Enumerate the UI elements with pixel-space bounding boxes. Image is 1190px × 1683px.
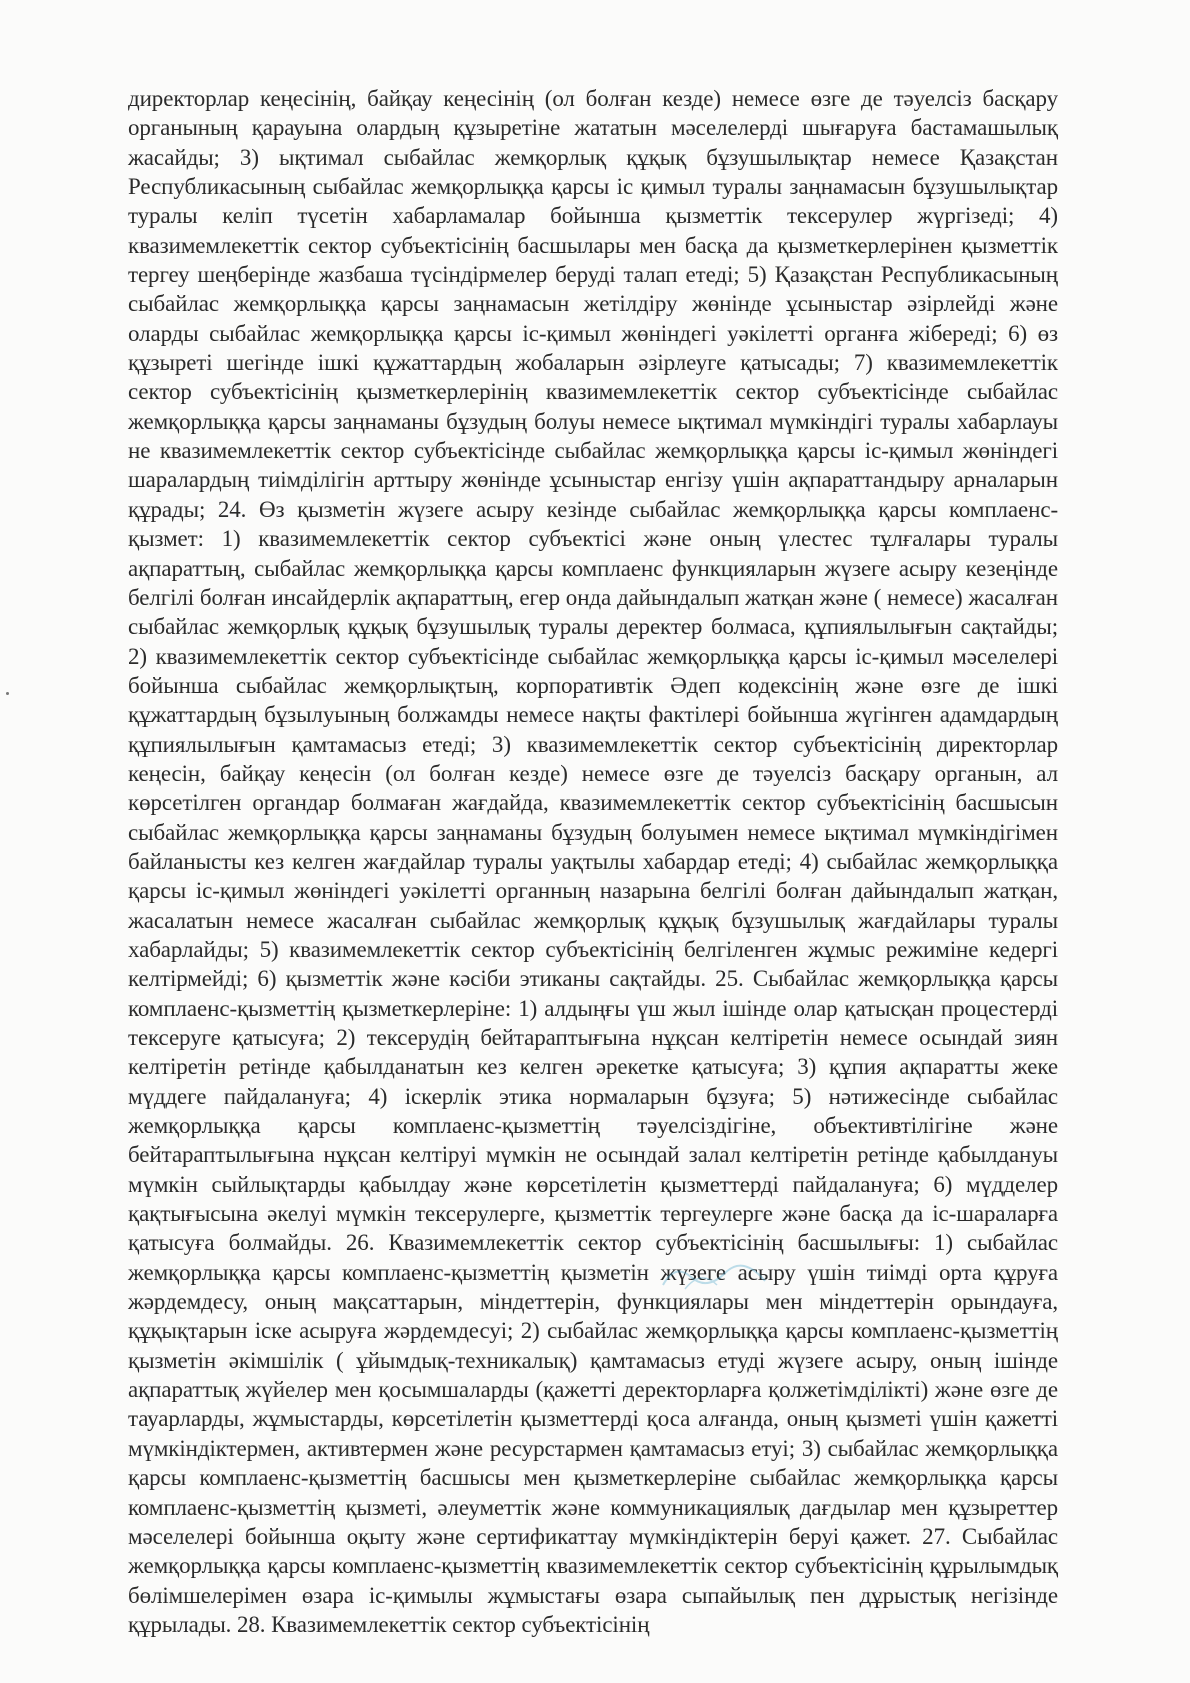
document-body — [128, 84, 1058, 1639]
body-paragraph: директорлар кеңесінің, байқау кеңесінің (ол болған кезде) немесе өзге де тәуелсіз басқару органының қарауына олардың құзыретіне жататын мәселелерді шығаруға бастамашылық жасайды; 3) ықтимал сыбайлас жемқорлық құқық бұзушылықтар немесе Қазақстан Республикасының сыбайлас жемқорлыққа қарсы іс қимыл туралы заңнамасын бұзушылықтар туралы келіп түсетін хабарламалар бойынша қызметтік тексерулер жүргізеді; 4) квазимемлекеттік сектор субъектісінің басшылары мен басқа да қызметкерлерінен қызметтік тергеу шеңберінде жазбаша түсіндірмелер беруді талап етеді; 5) Қазақстан Республикасының сыбайлас жемқорлыққа қарсы заңнамасын жетілдіру жөнінде ұсыныстар әзірлейді және оларды сыбайлас жемқорлыққа қарсы іс-қимыл жөніндегі уәкілетті органға жібереді; 6) өз құзыреті шегінде ішкі құжаттардың жобаларын әзірлеуге қатысады; 7) квазимемлекеттік сектор субъектісінің қызметкерлерінің квазимемлекеттік сектор субъектісінде сыбайлас жемқорлыққа қарсы заңнаманы бұзудың болуы немесе ықтимал мүмкіндігі туралы хабарлауы не квазимемлекеттік сектор субъектісінде сыбайлас жемқорлыққа қарсы іс-қимыл жөніндегі шаралардың тиімділігін арттыру жөнінде ұсыныстар енгізу үшін ақпараттандыру арналарын құрады; 24. Өз қызметін жүзеге асыру кезінде сыбайлас жемқорлыққа қарсы комплаенс-қызмет: 1) квазимемлекеттік сектор субъектісі және оның үлестес тұлғалары туралы ақпараттың, сыбайлас жемқорлыққа қарсы комплаенс функцияларын жүзеге асыру кезеңінде белгілі болған инсайдерлік ақпараттың, егер онда дайындалып жатқан және ( немесе) жасалған сыбайлас жемқорлық құқық бұзушылық туралы деректер болмаса, құпиялылығын сақтайды; 2) квазимемлекеттік сектор субъектісінде сыбайлас жемқорлыққа қарсы іс-қимыл мәселелері бойынша сыбайлас жемқорлықтың, корпоративтік Әдеп кодексінің және өзге де ішкі құжаттардың бұзылуының болжамды немесе нақты фактілері бойынша жүгінген адамдардың құпиялылығын қамтамасыз етеді; 3) квазимемлекеттік сектор субъектісінің директорлар кеңесін, байқау кеңесін (ол болған кезде) немесе өзге де тәуелсіз басқару органын, ал көрсетілген органдар болмаған жағдайда, квазимемлекеттік сектор субъектісінің басшысын сыбайлас жемқорлыққа қарсы заңнаманы бұзудың болуымен немесе ықтимал мүмкіндігімен байланысты кез келген жағдайлар туралы уақтылы хабардар етеді; 4) сыбайлас жемқорлыққа қарсы іс-қимыл жөніндегі уәкілетті органның назарына белгілі болған дайындалып жатқан, жасалатын немесе жасалған сыбайлас жемқорлық құқық бұзушылық жағдайлары туралы хабарлайды; 5) квазимемлекеттік сектор субъектісінің белгіленген жұмыс режиміне кедергі келтірмейді; 6) қызметтік және кәсіби этиканы сақтайды. 25. Сыбайлас жемқорлыққа қарсы комплаенс-қызметтің қызметкерлеріне: 1) алдыңғы үш жыл ішінде олар қатысқан процестерді тексеруге қатысуға; 2) тексерудің бейтараптығына нұқсан келтіретін немесе осындай зиян келтіретін ретінде қабылданатын кез келген әрекетке қатысуға; 3) құпия ақпаратты жеке мүддеге пайдалануға; 4) іскерлік этика нормаларын бұзуға; 5) нәтижесінде сыбайлас жемқорлыққа қарсы комплаенс-қызметтің тәуелсіздігіне, объективтілігіне және бейтараптылығына нұқсан келтіруі мүмкін не осындай залал келтіретін ретінде қабылдануы мүмкін сыйлықтарды қабылдау және көрсетілетін қызметтерді пайдалануға; 6) мүдделер қақтығысына әкелуі мүмкін тексерулерге, қызметтік тергеулерге және басқа да іс-шараларға қатысуға болмайды. 26. Квазимемлекеттік сектор субъектісінің басшылығы: 1) сыбайлас жемқорлыққа қарсы комплаенс-қызметтің қызметін жүзеге асыру үшін тиімді орта құруға жәрдемдесу, оның мақсаттарын, міндеттерін, функциялары мен міндеттерін орындауға, құқықтарын іске асыруға жәрдемдесуі; 2) сыбайлас жемқорлыққа қарсы комплаенс-қызметтің қызметін әкімшілік ( ұйымдық-техникалық) қамтамасыз етуді жүзеге асыру, оның ішінде ақпараттық жүйелер мен қосымшаларды (қажетті деректорларға қолжетімділікті) және өзге де тауарларды, жұмыстарды, көрсетілетін қызметтерді қоса алғанда, оның қызметі үшін қажетті мүмкіндіктермен, активтермен және ресурстармен қамтамасыз етуі; 3) сыбайлас жемқорлыққа қарсы комплаенс-қызметтің басшысы мен қызметкерлеріне сыбайлас жемқорлыққа қарсы комплаенс-қызметтің қызметі, әлеуметтік және коммуникациялық дағдылар мен құзыреттер мәселелері бойынша оқыту және сертификаттау мүмкіндіктерін беруі қажет. 27. Сыбайлас жемқорлыққа қарсы комплаенс-қызметтің квазимемлекеттік сектор субъектісінің құрылымдық бөлімшелерімен өзара іс-қимылы жұмыстағы өзара сыпайылық пен дұрыстық негізінде құрылады. 28. Квазимемлекеттік сектор субъектісінің — [128, 86, 1058, 1637]
scan-speck — [6, 692, 9, 695]
faint-stamp-trace — [655, 1255, 775, 1295]
